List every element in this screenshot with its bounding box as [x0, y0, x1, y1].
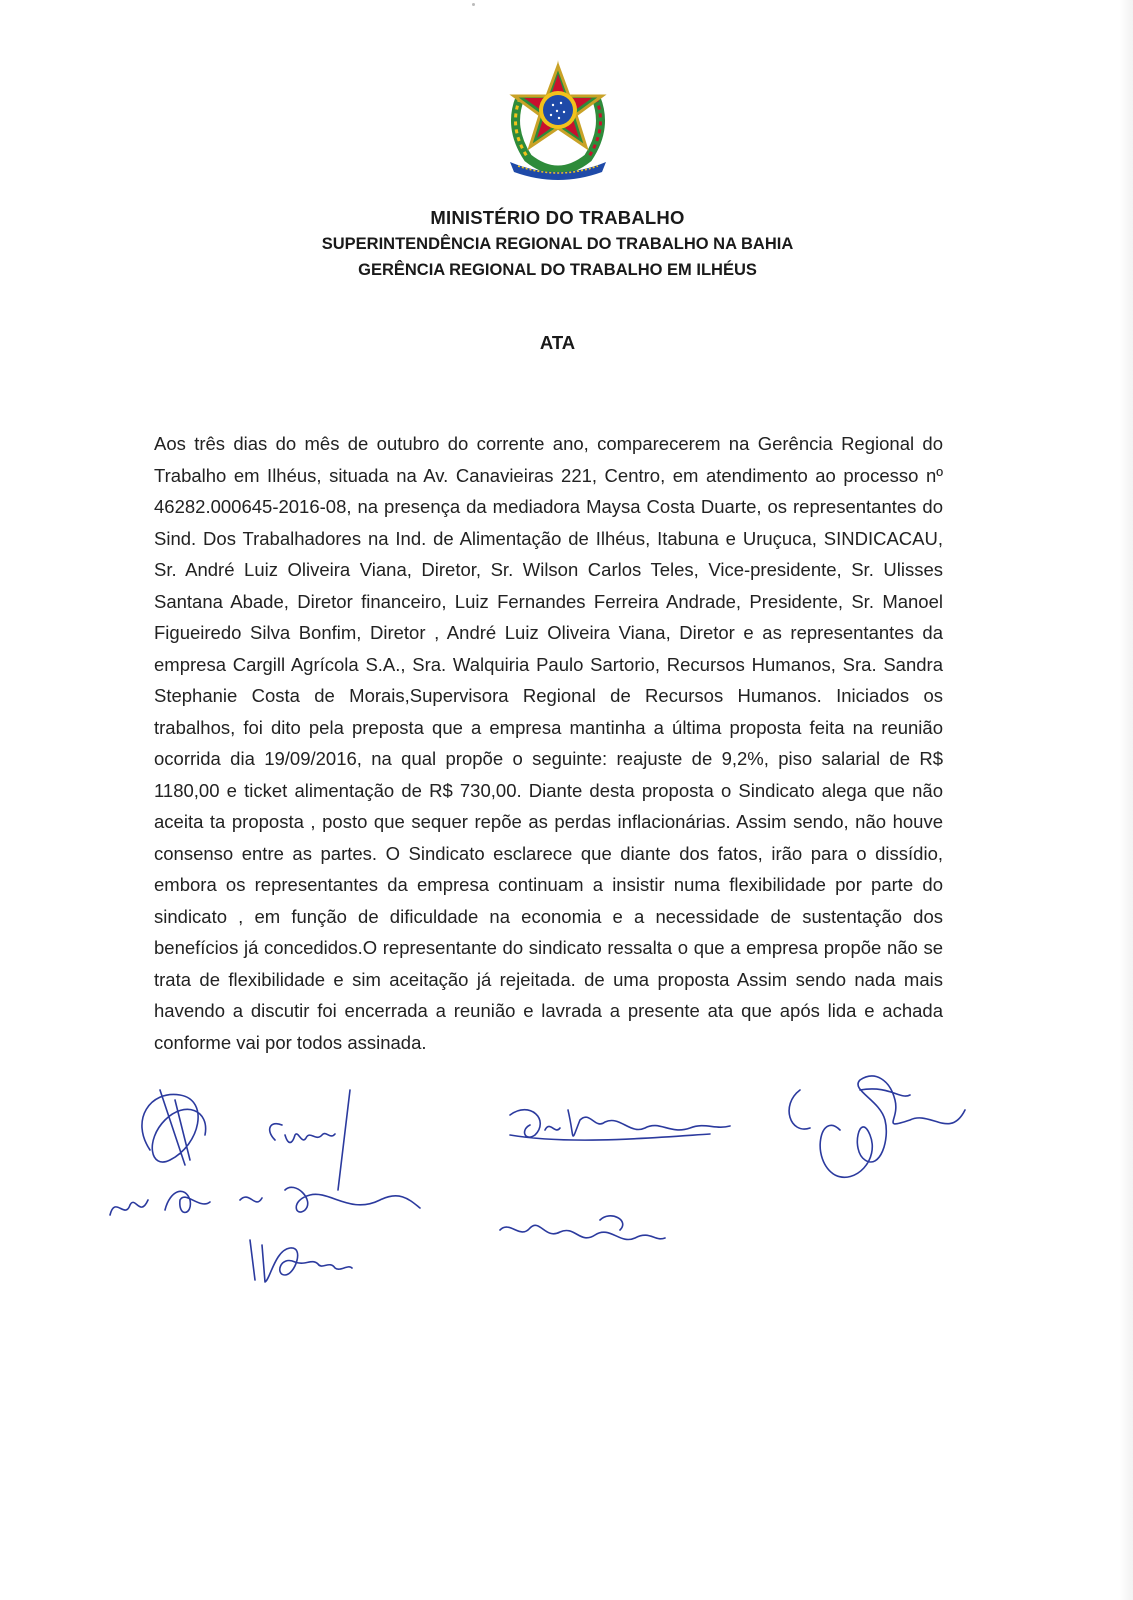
coat-of-arms-emblem: [498, 58, 618, 180]
document-header: [0, 205, 1115, 283]
ministry-name: MINISTÉRIO DO TRABALHO: [430, 207, 685, 228]
scan-speck: [472, 3, 475, 6]
page-edge-shadow: [1119, 0, 1133, 1600]
signature-6: [500, 1216, 665, 1240]
signature-5: [510, 1090, 810, 1140]
handwritten-signatures: [90, 1050, 990, 1310]
minutes-body-text: Aos três dias do mês de outubro do corrente ano, comparecerem na Gerência Regional do Trabalho em Ilhéus, situada na Av. Canavieiras 221, Centro, em atendimento ao processo nº 46282.000645-2016-08, na presença da mediadora Maysa Costa Duarte, os representantes do Sind. Dos Trabalhadores na Ind. de Alimentação de Ilhéus, Itabuna e Uruçuca, SINDICACAU, Sr. André Luiz Oliveira Viana, Diretor, Sr. Wilson Carlos Teles, Vice-presidente, Sr. Ulisses Santana Abade, Diretor financeiro, Luiz Fernandes Ferreira Andrade, Presidente, Sr. Manoel Figueiredo Silva Bonfim, Diretor , André Luiz Oliveira Viana, Diretor e as representantes da empresa Cargill Agrícola S.A., Sra. Walquiria Paulo Sartorio, Recursos Humanos, Sra. Sandra Stephanie Costa de Morais,Supervisora Regional de Recursos Humanos. Iniciados os trabalhos, foi dito pela preposta que a empresa mantinha a última proposta feita na reunião ocorrida dia 19/09/2016, na qual propõe o seguinte: reajuste de 9,2%, piso salarial de R$ 1180,00 e ticket alimentação de R$ 730,00. Diante desta proposta o Sindicato alega que não aceita ta proposta , posto que sequer repõe as perdas inflacionárias. Assim sendo, não houve consenso entre as partes. O Sindicato esclarece que diante dos fatos, irão para o dissídio, embora os representantes da empresa continuam a insistir numa flexibilidade por parte do sindicato , em função de dificuldade na economia e a necessidade de sustentação dos benefícios já concedidos.O representante do sindicato ressalta o que a empresa propõe não se trata de flexibilidade e sim aceitação já rejeitada. de uma proposta Assim sendo nada mais havendo a discutir foi encerrada a reunião e lavrada a presente ata que após lida e achada conforme vai por todos assinada.: [154, 433, 943, 1053]
signature-7: [820, 1076, 965, 1177]
signature-3: [110, 1187, 420, 1215]
signature-4: [250, 1240, 352, 1282]
superintendence-name: SUPERINTENDÊNCIA REGIONAL DO TRABALHO NA BAHIA: [321, 235, 794, 253]
signature-1: [142, 1090, 206, 1165]
regional-office-name: GERÊNCIA REGIONAL DO TRABALHO EM ILHÉUS: [358, 261, 757, 279]
signature-2: [270, 1090, 350, 1190]
document-title: ATA: [539, 332, 576, 353]
